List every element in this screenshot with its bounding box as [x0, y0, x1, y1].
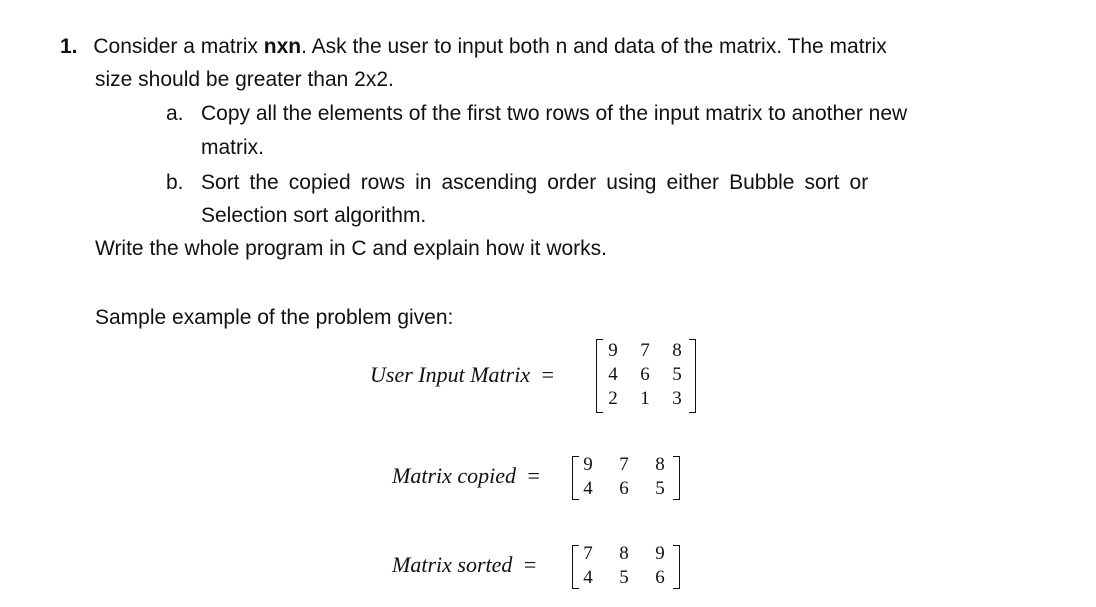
matrix-cell: 3: [672, 388, 682, 409]
matrix-cell: 8: [672, 340, 682, 361]
item-b-line-2: Selection sort algorithm.: [201, 204, 427, 227]
input-matrix-equals: =: [541, 362, 555, 387]
sample-heading: Sample example of the problem given:: [95, 306, 454, 329]
matrix-cell: 4: [608, 364, 618, 385]
matrix-cell: 7: [583, 543, 593, 564]
matrix-cell: 4: [583, 567, 593, 588]
matrix-cell: 5: [619, 567, 629, 588]
question-number: 1.: [60, 35, 78, 58]
matrix-cell: 5: [672, 364, 682, 385]
matrix-cell: 4: [583, 478, 593, 499]
matrix-cell: 9: [655, 543, 665, 564]
matrix-cell: 1: [640, 388, 650, 409]
input-matrix-right-bracket: [689, 339, 696, 413]
matrix-cell: 5: [655, 478, 665, 499]
matrix-cell: 6: [655, 567, 665, 588]
sorted-matrix-right-bracket: [673, 545, 680, 589]
item-b-label: b.: [166, 171, 184, 194]
question-text-bold: nxn: [263, 35, 302, 58]
sorted-matrix-label-text: Matrix sorted: [392, 552, 513, 577]
question-text-pre: Consider a matrix: [93, 35, 264, 58]
question-text-post: . Ask the user to input both n and data of the matrix. The matrix: [301, 35, 887, 58]
sorted-matrix-label: [392, 551, 536, 579]
matrix-cell: 8: [619, 543, 629, 564]
matrix-cell: 7: [640, 340, 650, 361]
input-matrix: [596, 339, 696, 413]
item-b-line-1: Sort the copied rows in ascending order using either Bubble sort or: [201, 171, 869, 194]
matrix-cell: 6: [640, 364, 650, 385]
matrix-cell: 8: [655, 454, 665, 475]
item-a-line-2: matrix.: [201, 136, 264, 159]
copied-matrix-right-bracket: [673, 456, 680, 500]
matrix-cell: 6: [619, 478, 629, 499]
matrix-cell: 2: [608, 388, 618, 409]
input-matrix-label: [370, 361, 554, 389]
matrix-cell: 9: [583, 454, 593, 475]
item-a-line-1: Copy all the elements of the first two rows of the input matrix to another new: [201, 102, 908, 125]
sorted-matrix-equals: =: [523, 552, 537, 577]
closing-instruction: Write the whole program in C and explain how it works.: [95, 237, 608, 260]
copied-matrix: [572, 456, 680, 502]
question-line-1: [60, 34, 887, 60]
input-matrix-label-text: User Input Matrix: [370, 362, 531, 387]
matrix-cell: 9: [608, 340, 618, 361]
matrix-cell: 7: [619, 454, 629, 475]
sorted-matrix: [572, 545, 680, 591]
item-a-label: a.: [166, 102, 184, 125]
copied-matrix-equals: =: [527, 463, 540, 488]
copied-matrix-label-text: Matrix copied: [392, 463, 517, 488]
question-line-2: size should be greater than 2x2.: [95, 68, 394, 91]
copied-matrix-label: [392, 462, 540, 490]
